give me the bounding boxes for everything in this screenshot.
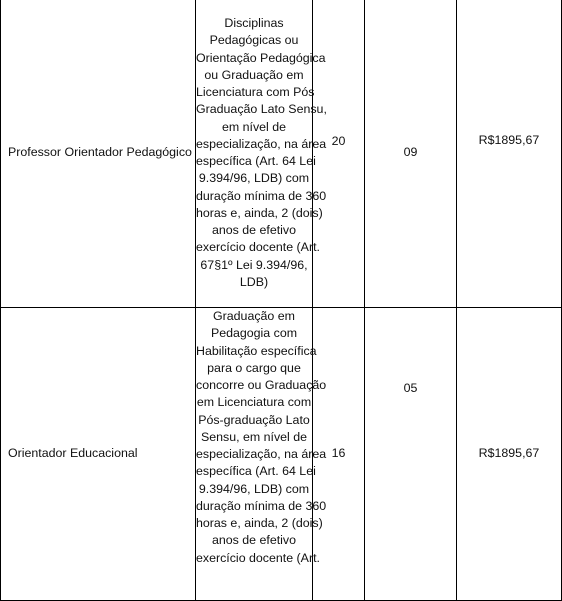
requirements-line: Disciplinas [224,16,284,30]
requirements-line: exercício docente (Art. [196,240,320,255]
salary-cell [457,308,562,601]
requirements-line: Habilitação específica [196,343,317,358]
requirements-line: ou Graduação em [204,67,304,82]
requirements-line: Orientação Pedagógica [196,50,326,65]
requirements-text [196,308,327,567]
requirements-line: duração mínima de 360 [196,498,327,513]
role-name: Orientador Educacional [8,446,138,461]
vacancies-value: 05 [403,381,418,396]
requirements-line: Graduação Lato Sensu, [196,102,327,117]
requirements-line: em nível de [221,119,287,134]
requirements-line: específica (Art. 64 Lei [196,154,316,168]
hours-value: 16 [331,446,346,461]
requirements-line: 67§1º Lei 9.394/96, [200,257,308,272]
vacancies-cell [365,308,457,601]
requirements-line: especialização, na área [196,136,327,151]
requirements-line: Licenciatura com Pós [196,85,315,99]
requirements-line: horas e, ainda, 2 (dois) [196,516,323,530]
table-row [1,308,562,601]
requirements-line: para o cargo que [207,360,301,375]
requirements-line: concorre ou Graduação [196,378,327,392]
requirements-line: Pedagogia com [210,326,298,341]
salary-cell [457,0,562,308]
requirements-cell [196,308,327,601]
hours-value: 20 [331,134,346,149]
requirements-line: exercício docente (Art. [196,550,320,565]
salary-value: R$1895,67 [478,446,540,461]
requirements-line: Pós-graduação Lato [198,412,310,427]
requirements-text [196,15,327,291]
requirements-line: duração mínima de 360 [196,188,327,203]
role-name: Professor Orientador Pedagógico [8,145,192,160]
requirements-line: horas e, ainda, 2 (dois) [196,205,323,220]
requirements-line: Pedagógicas ou [209,33,299,48]
requirements-line: LDB) [239,274,269,289]
role-cell [1,308,196,601]
requirements-line: anos de efetivo [211,533,297,548]
salary-value: R$1895,67 [478,133,540,148]
requirements-cell [196,0,327,308]
hours-cell [313,0,365,308]
table-row [1,0,562,308]
requirements-line: específica (Art. 64 Lei [196,464,316,479]
role-cell [1,0,196,308]
requirements-line: 9.394/96, LDB) com [198,481,310,496]
vacancies-value: 09 [403,145,418,160]
requirements-line: especialização, na área [196,447,327,461]
requirements-line: Sensu, em nível de [200,429,308,444]
requirements-line: anos de efetivo [211,223,297,237]
requirements-line: Graduação em [213,309,295,323]
vacancies-cell [365,0,457,308]
requirements-line: 9.394/96, LDB) com [198,171,310,186]
requirements-line: em Licenciatura com [196,395,312,410]
